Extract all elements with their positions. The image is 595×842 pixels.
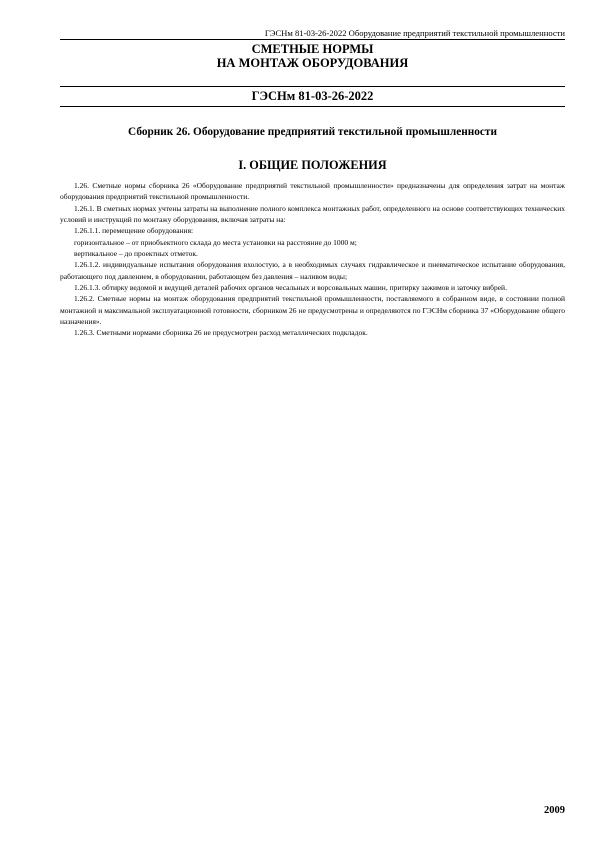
paragraph-1-26-1-1: 1.26.1.1. перемещение оборудования: — [74, 226, 194, 236]
title-line-2: НА МОНТАЖ ОБОРУДОВАНИЯ — [216, 56, 409, 70]
paragraph-1-26-1-3: 1.26.1.3. обтирку ведомой и ведущей деталей рабочих органов чесальных и ворсовальных машин, притирку зажимов и заточку вибрей. — [74, 283, 507, 293]
paragraph-vertical: вертикальное – до проектных отметок. — [74, 249, 198, 259]
paragraph-1-26: 1.26. Сметные нормы сборника 26 «Оборудование предприятий текстильной промышленности» предназначены для определения затрат на монтаж оборудования предприятий текстильной промышленности. — [60, 181, 565, 202]
collection-title: Сборник 26. Оборудование предприятий текстильной промышленности — [128, 126, 497, 138]
page-number: 2009 — [544, 805, 565, 816]
paragraph-1-26-1-2: 1.26.1.2. индивидуальные испытания оборудования вхолостую, а в необходимых случаях гидравлическое и пневматическое испытание оборудования, работающего под давлением, в оборудовании, работающем без давления – наливом воды; — [60, 260, 565, 281]
running-header: ГЭСНм 81-03-26-2022 Оборудование предприятий текстильной промышленности — [60, 28, 565, 40]
paragraph-1-26-2: 1.26.2. Сметные нормы на монтаж оборудования предприятий текстильной промышленности, поставляемого в собранном виде, в состоянии полной монтажной и максимальной эксплуатационной готовности, сборником 26 не предусмотрены и определяются по ГЭСНм сборника 37 «Оборудование общего назначения». — [60, 294, 565, 327]
paragraph-1-26-1: 1.26.1. В сметных нормах учтены затраты на выполнение полного комплекса монтажных работ, определенного на основе соответствующих технических условий и инструкций по монтажу оборудования, включая затраты на: — [60, 203, 565, 225]
body-text — [60, 180, 565, 339]
norm-code: ГЭСНм 81-03-26-2022 — [60, 86, 565, 107]
paragraph-1-26-3: 1.26.3. Сметными нормами сборника 26 не предусмотрен расход металлических подкладок. — [74, 328, 368, 338]
section-heading: I. ОБЩИЕ ПОЛОЖЕНИЯ — [238, 158, 387, 172]
paragraph-horizontal: горизонтальное – от приобъектного склада до места установки на расстояние до 1000 м; — [74, 237, 357, 247]
document-title — [60, 42, 565, 70]
title-line-1: СМЕТНЫЕ НОРМЫ — [251, 42, 374, 56]
